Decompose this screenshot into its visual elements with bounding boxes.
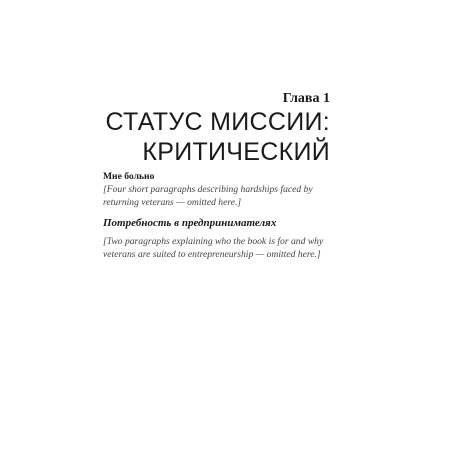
- page-body: [103, 170, 348, 267]
- chapter-title-line-2: КРИТИЧЕСКИЙ: [142, 138, 330, 166]
- intro-paragraph: [103, 170, 348, 183]
- chapter-label: Глава 1: [282, 91, 330, 106]
- chapter-title-line-1: СТАТУС МИССИИ:: [105, 108, 330, 136]
- intro-lead: Мне больно: [103, 171, 155, 182]
- section-summary: [Two paragraphs explaining who the book is for and why veterans are suited to entrepreneurship — omitted here.]: [103, 236, 324, 260]
- intro-summary: [Four short paragraphs describing hardships faced by returning veterans — omitted here.]: [103, 184, 313, 208]
- section-heading: Потребность в предпринимателях: [103, 217, 277, 229]
- chapter-title: [105, 107, 330, 167]
